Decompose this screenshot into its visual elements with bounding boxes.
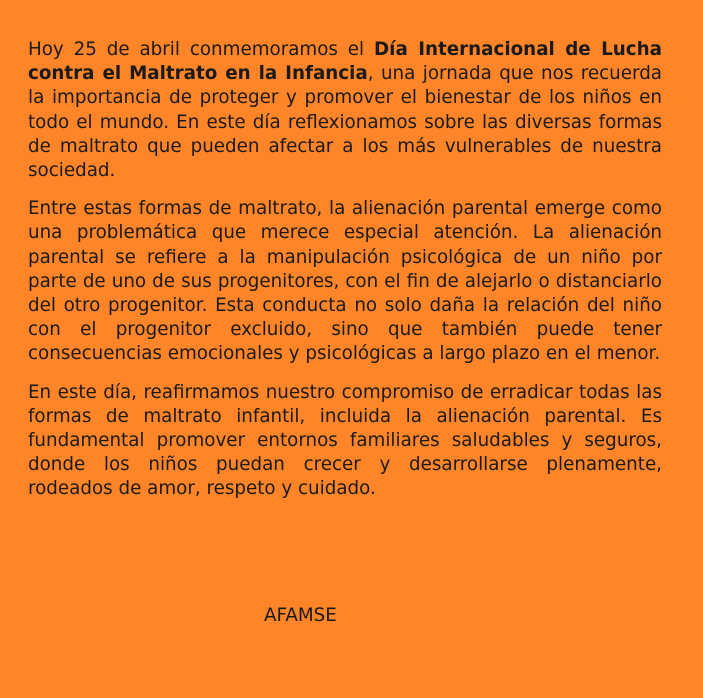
paragraph-commitment: En este día, reafirmamos nuestro compromiso de erradicar todas las formas de maltrato infantil, incluida la alienación parental. Es fundamental promover entornos familiares saludables y seguros, donde los niños puedan crecer y desarrollarse plenamente, rodeados de amor, respeto y cuidado. <box>28 381 662 500</box>
paragraph-intro <box>28 38 662 183</box>
signature-text: AFAMSE <box>264 605 337 626</box>
intro-text-start: Hoy 25 de abril conmemoramos el <box>28 39 374 60</box>
paragraph-parental-alienation: Entre estas formas de maltrato, la alienación parental emerge como una problemática que merece especial atención. La alienación parental se refiere a la manipulación psicológica de un niño por parte de uno de sus progenitores, con el fin de alejarlo o distanciarlo del otro progenitor. Esta conducta no solo daña la relación del niño con el progenitor excluido, sino que también puede tener consecuencias emocionales y psicológicas a largo plazo en el menor. <box>28 198 662 365</box>
intro-text-end: , una jornada que nos recuerda la importancia de proteger y promover el bienestar de los niños en todo el mundo. En este día reflexionamos sobre las diversas formas de maltrato que pueden afectar a los más vulnerables de nuestra sociedad. <box>28 63 662 182</box>
statement-body <box>28 38 662 516</box>
observance-name: Día Internacional de Lucha contra el Maltrato en la Infancia <box>28 39 662 85</box>
